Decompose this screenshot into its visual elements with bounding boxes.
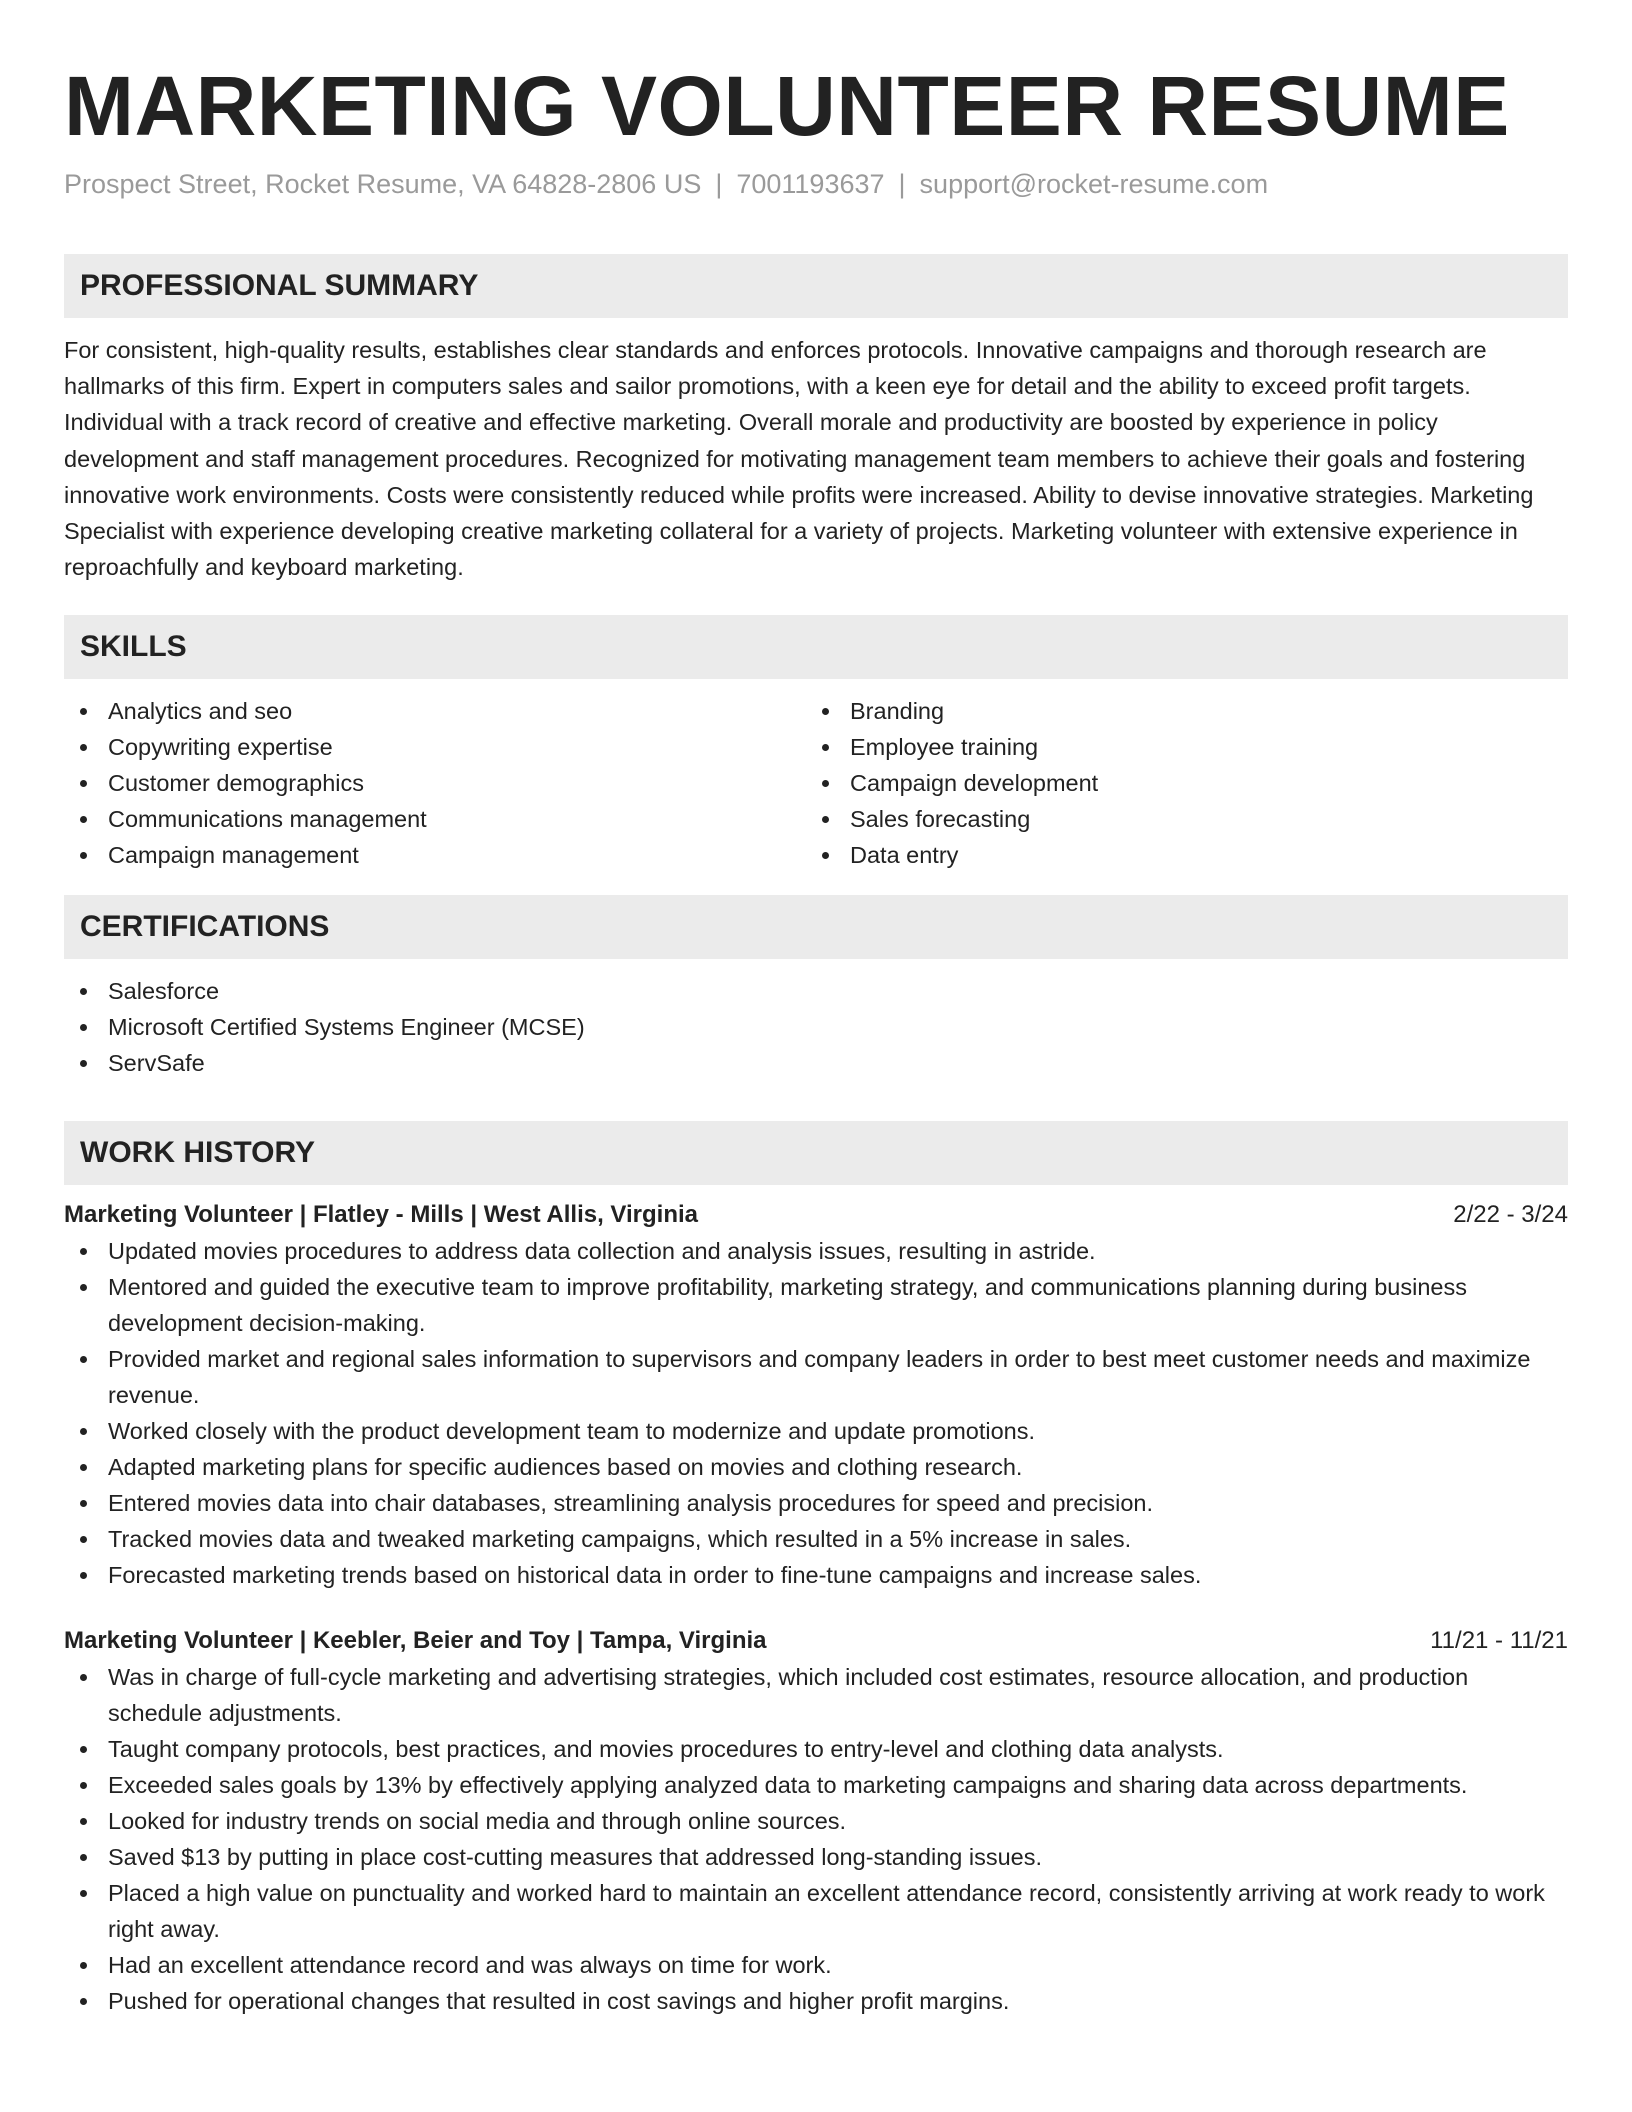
- skill-item: Data entry: [806, 837, 1548, 873]
- skills-left-column: [64, 693, 806, 873]
- contact-email: support@rocket-resume.com: [919, 169, 1269, 199]
- certification-item: ServSafe: [64, 1045, 1568, 1081]
- skill-item: Customer demographics: [64, 765, 806, 801]
- job-bullet: Looked for industry trends on social media and through online sources.: [64, 1803, 1568, 1839]
- job-title: Marketing Volunteer | Flatley - Mills | West Allis, Virginia: [64, 1201, 699, 1229]
- job-bullet: Was in charge of full-cycle marketing and advertising strategies, which included cost estimates, resource allocation, and production schedule adjustments.: [64, 1659, 1568, 1731]
- job-dates: 11/21 - 11/21: [1430, 1627, 1568, 1655]
- contact-address: Prospect Street, Rocket Resume, VA 64828-2806 US: [64, 169, 702, 199]
- job-entry: [64, 1197, 1568, 1593]
- job-bullet: Forecasted marketing trends based on historical data in order to fine-tune campaigns and increase sales.: [64, 1557, 1568, 1593]
- skills-right-column: [806, 693, 1548, 873]
- contact-separator: |: [898, 169, 906, 199]
- skill-item: Analytics and seo: [64, 693, 806, 729]
- job-bullet: Placed a high value on punctuality and worked hard to maintain an excellent attendance record, consistently arriving at work ready to work right away.: [64, 1875, 1568, 1947]
- job-bullet: Provided market and regional sales information to supervisors and company leaders in order to best meet customer needs and maximize revenue.: [64, 1341, 1568, 1413]
- skill-item: Communications management: [64, 801, 806, 837]
- job-dates: 2/22 - 3/24: [1453, 1201, 1568, 1229]
- job-bullets: [64, 1233, 1568, 1593]
- job-bullet: Tracked movies data and tweaked marketing campaigns, which resulted in a 5% increase in sales.: [64, 1521, 1568, 1557]
- job-title: Marketing Volunteer | Keebler, Beier and Toy | Tampa, Virginia: [64, 1627, 767, 1655]
- job-bullet: Mentored and guided the executive team to improve profitability, marketing strategy, and communications planning during business development decision-making.: [64, 1269, 1568, 1341]
- summary-text: For consistent, high-quality results, establishes clear standards and enforces protocols. Innovative campaigns and thorough research are hallmarks of this firm. Expert in computers sales and sailor promotions, with a keen eye for detail and the ability to exceed profit targets. Individual with a track record of creative and effective marketing. Overall morale and productivity are boosted by experience in policy development and staff management procedures. Recognized for motivating management team members to achieve their goals and fostering innovative work environments. Costs were consistently reduced while profits were increased. Ability to devise innovative strategies. Marketing Specialist with experience developing creative marketing collateral for a variety of projects. Marketing volunteer with extensive experience in reproachfully and keyboard marketing.: [64, 337, 1534, 581]
- job-header: [64, 1197, 1568, 1233]
- summary-heading: PROFESSIONAL SUMMARY: [64, 254, 1568, 318]
- certifications-heading: CERTIFICATIONS: [64, 895, 1568, 959]
- job-bullets: [64, 1659, 1568, 2019]
- certification-item: Microsoft Certified Systems Engineer (MCSE): [64, 1009, 1568, 1045]
- skills-heading: SKILLS: [64, 615, 1568, 679]
- resume-page: [64, 0, 1568, 2019]
- contact-line: [64, 166, 1568, 202]
- job-bullet: Updated movies procedures to address data collection and analysis issues, resulting in astride.: [64, 1233, 1568, 1269]
- skill-item: Employee training: [806, 729, 1548, 765]
- job-bullet: Worked closely with the product development team to modernize and update promotions.: [64, 1413, 1568, 1449]
- job-entry: [64, 1623, 1568, 2019]
- job-bullet: Exceeded sales goals by 13% by effectively applying analyzed data to marketing campaigns and sharing data across departments.: [64, 1767, 1568, 1803]
- job-bullet: Had an excellent attendance record and was always on time for work.: [64, 1947, 1568, 1983]
- skill-item: Campaign development: [806, 765, 1548, 801]
- job-bullet: Adapted marketing plans for specific audiences based on movies and clothing research.: [64, 1449, 1568, 1485]
- resume-title: MARKETING VOLUNTEER RESUME: [64, 59, 1510, 153]
- work-history-heading: WORK HISTORY: [64, 1121, 1568, 1185]
- job-header: [64, 1623, 1568, 1659]
- job-bullet: Pushed for operational changes that resulted in cost savings and higher profit margins.: [64, 1983, 1568, 2019]
- job-bullet: Taught company protocols, best practices, and movies procedures to entry-level and clothing data analysts.: [64, 1731, 1568, 1767]
- certification-item: Salesforce: [64, 973, 1568, 1009]
- certifications-list: [64, 973, 1568, 1081]
- contact-phone: 7001193637: [736, 169, 885, 199]
- skill-item: Sales forecasting: [806, 801, 1548, 837]
- job-bullet: Entered movies data into chair databases, streamlining analysis procedures for speed and precision.: [64, 1485, 1568, 1521]
- contact-separator: |: [715, 169, 723, 199]
- skill-item: Branding: [806, 693, 1548, 729]
- skill-item: Campaign management: [64, 837, 806, 873]
- skills-list: [64, 693, 1568, 873]
- skill-item: Copywriting expertise: [64, 729, 806, 765]
- job-bullet: Saved $13 by putting in place cost-cutting measures that addressed long-standing issues.: [64, 1839, 1568, 1875]
